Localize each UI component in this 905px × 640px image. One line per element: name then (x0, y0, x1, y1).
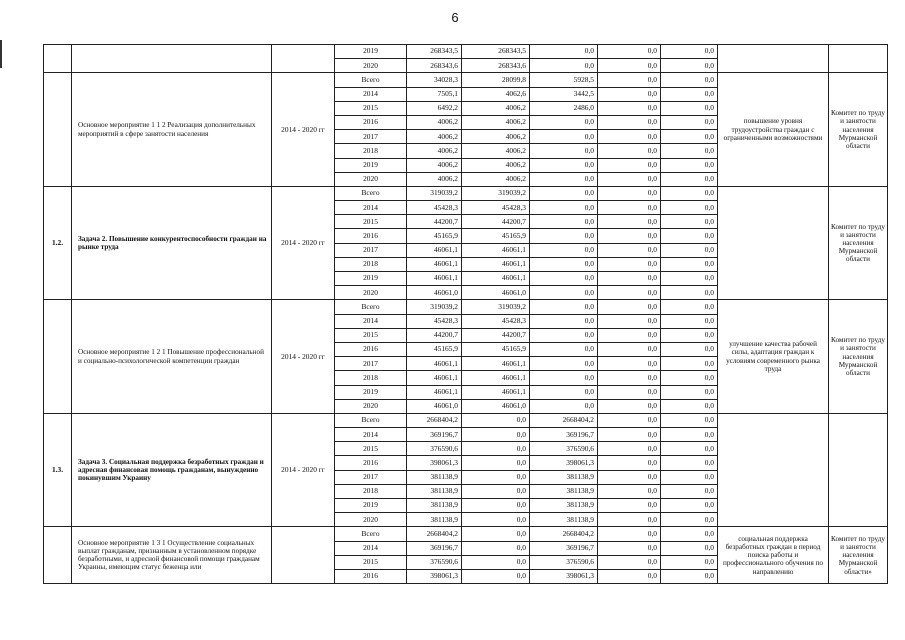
amount-cell: 45428,3 (407, 314, 462, 328)
item-goal: повышение уровня трудоустройства граждан с ограниченными возможностями (718, 73, 829, 187)
year-cell: 2017 (335, 130, 407, 144)
amount-cell: 0,0 (661, 158, 718, 172)
amount-cell: 398061,3 (407, 456, 462, 470)
amount-cell: 0,0 (530, 215, 598, 229)
item-number (44, 300, 72, 414)
amount-cell: 376590,6 (407, 442, 462, 456)
amount-cell: 0,0 (598, 442, 661, 456)
amount-cell: 0,0 (530, 144, 598, 158)
amount-cell: 0,0 (661, 59, 718, 73)
amount-cell: 376590,6 (530, 555, 598, 569)
amount-cell: 0,0 (598, 286, 661, 300)
amount-cell: 369196,7 (407, 428, 462, 442)
amount-cell: 0,0 (598, 456, 661, 470)
amount-cell: 0,0 (530, 286, 598, 300)
year-cell: 2017 (335, 357, 407, 371)
amount-cell: 0,0 (661, 470, 718, 484)
amount-cell: 381138,9 (530, 470, 598, 484)
amount-cell: 0,0 (598, 300, 661, 314)
amount-cell: 369196,7 (530, 541, 598, 555)
year-cell: Всего (335, 73, 407, 87)
amount-cell: 46061,1 (407, 371, 462, 385)
year-cell: 2014 (335, 428, 407, 442)
item-executor: Комитет по труду и занятости населения Мурманской области (829, 300, 888, 414)
year-cell: 2019 (335, 158, 407, 172)
year-cell: 2019 (335, 272, 407, 286)
item-executor: Комитет по труду и занятости населения Мурманской области» (829, 527, 888, 584)
amount-cell: 0,0 (598, 101, 661, 115)
amount-cell: 0,0 (462, 442, 530, 456)
amount-cell: 6492,2 (407, 101, 462, 115)
amount-cell: 0,0 (598, 272, 661, 286)
amount-cell: 0,0 (661, 130, 718, 144)
amount-cell: 0,0 (661, 541, 718, 555)
amount-cell: 268343,6 (462, 59, 530, 73)
year-cell: 2017 (335, 243, 407, 257)
amount-cell: 46061,1 (407, 243, 462, 257)
amount-cell: 0,0 (462, 484, 530, 498)
amount-cell: 44200,7 (407, 215, 462, 229)
amount-cell: 0,0 (598, 73, 661, 87)
amount-cell: 0,0 (661, 456, 718, 470)
amount-cell: 0,0 (462, 555, 530, 569)
year-cell: 2018 (335, 144, 407, 158)
amount-cell: 268343,5 (462, 45, 530, 59)
amount-cell: 4006,2 (407, 130, 462, 144)
amount-cell: 0,0 (598, 172, 661, 186)
table-row (44, 527, 888, 541)
amount-cell: 4006,2 (462, 172, 530, 186)
item-number (44, 527, 72, 584)
amount-cell: 0,0 (661, 229, 718, 243)
amount-cell: 46061,1 (462, 243, 530, 257)
amount-cell: 0,0 (661, 555, 718, 569)
amount-cell: 0,0 (530, 59, 598, 73)
amount-cell: 0,0 (598, 243, 661, 257)
amount-cell: 5928,5 (530, 73, 598, 87)
amount-cell: 0,0 (661, 342, 718, 356)
amount-cell: 2668404,2 (407, 527, 462, 541)
table-row (44, 73, 888, 87)
item-name: Задача 3. Социальная поддержка безработных граждан и адресная финансовая помощь гражданам, вынужденно покинувшим Украину (72, 413, 272, 527)
amount-cell: 0,0 (661, 484, 718, 498)
amount-cell: 0,0 (598, 130, 661, 144)
amount-cell: 376590,6 (530, 442, 598, 456)
year-cell: Всего (335, 413, 407, 427)
amount-cell: 381138,9 (407, 499, 462, 513)
amount-cell: 0,0 (661, 243, 718, 257)
amount-cell: 45428,3 (462, 314, 530, 328)
amount-cell: 2486,0 (530, 101, 598, 115)
amount-cell: 381138,9 (407, 513, 462, 527)
item-goal (718, 45, 829, 73)
amount-cell: 376590,6 (407, 555, 462, 569)
amount-cell: 0,0 (661, 428, 718, 442)
item-goal (718, 186, 829, 300)
amount-cell: 0,0 (661, 371, 718, 385)
item-goal: социальная поддержка безработных граждан в период поиска работы и профессионального обучения по направлению (718, 527, 829, 584)
amount-cell: 4006,2 (462, 130, 530, 144)
amount-cell: 319039,2 (462, 300, 530, 314)
year-cell: 2019 (335, 385, 407, 399)
year-cell: 2016 (335, 456, 407, 470)
amount-cell: 0,0 (598, 229, 661, 243)
year-cell: 2016 (335, 342, 407, 356)
table-row (44, 413, 888, 427)
amount-cell: 0,0 (598, 484, 661, 498)
amount-cell: 0,0 (598, 45, 661, 59)
amount-cell: 34028,3 (407, 73, 462, 87)
amount-cell: 0,0 (530, 314, 598, 328)
amount-cell: 0,0 (530, 115, 598, 129)
item-period: 2014 - 2020 гг (272, 186, 335, 300)
amount-cell: 0,0 (598, 314, 661, 328)
amount-cell: 268343,6 (407, 59, 462, 73)
amount-cell: 0,0 (530, 342, 598, 356)
amount-cell: 0,0 (661, 87, 718, 101)
amount-cell: 45165,9 (407, 342, 462, 356)
amount-cell: 0,0 (598, 428, 661, 442)
amount-cell: 0,0 (661, 357, 718, 371)
amount-cell: 4006,2 (462, 115, 530, 129)
amount-cell: 0,0 (661, 499, 718, 513)
year-cell: Всего (335, 186, 407, 200)
amount-cell: 46061,1 (407, 385, 462, 399)
amount-cell: 0,0 (530, 229, 598, 243)
amount-cell: 0,0 (598, 555, 661, 569)
year-cell: 2020 (335, 513, 407, 527)
year-cell: 2018 (335, 371, 407, 385)
amount-cell: 398061,3 (530, 456, 598, 470)
year-cell: 2020 (335, 172, 407, 186)
amount-cell: 0,0 (598, 215, 661, 229)
item-period: 2014 - 2020 гг (272, 300, 335, 414)
amount-cell: 0,0 (598, 470, 661, 484)
amount-cell: 0,0 (598, 399, 661, 413)
amount-cell: 46061,0 (407, 399, 462, 413)
amount-cell: 0,0 (661, 272, 718, 286)
year-cell: 2014 (335, 201, 407, 215)
amount-cell: 45428,3 (407, 201, 462, 215)
amount-cell: 0,0 (530, 158, 598, 172)
amount-cell: 0,0 (462, 456, 530, 470)
amount-cell: 0,0 (661, 569, 718, 583)
amount-cell: 0,0 (661, 101, 718, 115)
amount-cell: 0,0 (598, 569, 661, 583)
amount-cell: 0,0 (661, 314, 718, 328)
year-cell: 2016 (335, 115, 407, 129)
amount-cell: 0,0 (530, 186, 598, 200)
amount-cell: 0,0 (598, 342, 661, 356)
amount-cell: 0,0 (598, 513, 661, 527)
year-cell: 2020 (335, 399, 407, 413)
amount-cell: 46061,1 (462, 371, 530, 385)
amount-cell: 0,0 (661, 73, 718, 87)
year-cell: 2017 (335, 470, 407, 484)
amount-cell: 46061,0 (407, 286, 462, 300)
amount-cell: 0,0 (661, 286, 718, 300)
amount-cell: 3442,5 (530, 87, 598, 101)
table-row (44, 45, 888, 59)
amount-cell: 46061,0 (462, 399, 530, 413)
amount-cell: 4006,2 (407, 158, 462, 172)
item-executor: Комитет по труду и занятости населения Мурманской области (829, 186, 888, 300)
amount-cell: 0,0 (530, 45, 598, 59)
amount-cell: 0,0 (462, 513, 530, 527)
amount-cell: 369196,7 (530, 428, 598, 442)
amount-cell: 2668404,2 (530, 413, 598, 427)
amount-cell: 2668404,2 (530, 527, 598, 541)
amount-cell: 0,0 (598, 413, 661, 427)
year-cell: 2016 (335, 569, 407, 583)
amount-cell: 0,0 (530, 300, 598, 314)
item-period: 2014 - 2020 гг (272, 73, 335, 187)
year-cell: 2015 (335, 328, 407, 342)
amount-cell: 4062,6 (462, 87, 530, 101)
item-number (44, 73, 72, 187)
amount-cell: 381138,9 (407, 470, 462, 484)
amount-cell: 0,0 (661, 385, 718, 399)
amount-cell: 4006,2 (407, 172, 462, 186)
amount-cell: 0,0 (598, 158, 661, 172)
amount-cell: 0,0 (661, 45, 718, 59)
amount-cell: 46061,1 (407, 272, 462, 286)
amount-cell: 44200,7 (462, 215, 530, 229)
year-cell: 2015 (335, 101, 407, 115)
item-name: Основное мероприятие 1 2 1 Повышение профессиональной и социально-психологической компетенции граждан (72, 300, 272, 414)
amount-cell: 0,0 (598, 385, 661, 399)
year-cell: 2020 (335, 59, 407, 73)
amount-cell: 0,0 (530, 272, 598, 286)
item-period: 2014 - 2020 гг (272, 413, 335, 527)
year-cell: 2016 (335, 229, 407, 243)
item-goal (718, 413, 829, 527)
amount-cell: 46061,1 (462, 257, 530, 271)
amount-cell: 0,0 (661, 328, 718, 342)
item-name: Основное мероприятие 1 1 2 Реализация дополнительных мероприятий в сфере занятости населения (72, 73, 272, 187)
amount-cell: 369196,7 (407, 541, 462, 555)
table-row (44, 300, 888, 314)
year-cell: Всего (335, 300, 407, 314)
amount-cell: 0,0 (661, 442, 718, 456)
year-cell: 2015 (335, 442, 407, 456)
amount-cell: 4006,2 (462, 144, 530, 158)
page-edge-mark (0, 40, 2, 68)
amount-cell: 0,0 (598, 201, 661, 215)
amount-cell: 0,0 (462, 499, 530, 513)
item-executor (829, 413, 888, 527)
item-executor: Комитет по труду и занятости населения Мурманской области (829, 73, 888, 187)
amount-cell: 398061,3 (530, 569, 598, 583)
amount-cell: 319039,2 (407, 186, 462, 200)
amount-cell: 7505,1 (407, 87, 462, 101)
amount-cell: 45165,9 (462, 229, 530, 243)
item-executor (829, 45, 888, 73)
amount-cell: 0,0 (661, 215, 718, 229)
item-number (44, 45, 72, 73)
amount-cell: 0,0 (661, 186, 718, 200)
amount-cell: 45165,9 (462, 342, 530, 356)
amount-cell: 0,0 (462, 470, 530, 484)
year-cell: 2020 (335, 286, 407, 300)
amount-cell: 0,0 (598, 527, 661, 541)
item-period (272, 527, 335, 584)
amount-cell: 381138,9 (530, 499, 598, 513)
page-number: 6 (451, 10, 459, 25)
amount-cell: 0,0 (462, 428, 530, 442)
amount-cell: 2668404,2 (407, 413, 462, 427)
table-row (44, 186, 888, 200)
item-number: 1.3. (44, 413, 72, 527)
budget-table (43, 44, 888, 584)
amount-cell: 0,0 (462, 413, 530, 427)
amount-cell: 0,0 (661, 115, 718, 129)
amount-cell: 45165,9 (407, 229, 462, 243)
year-cell: 2018 (335, 257, 407, 271)
amount-cell: 319039,2 (407, 300, 462, 314)
year-cell: Всего (335, 527, 407, 541)
item-period (272, 45, 335, 73)
amount-cell: 0,0 (530, 243, 598, 257)
amount-cell: 0,0 (462, 527, 530, 541)
amount-cell: 46061,0 (462, 286, 530, 300)
amount-cell: 0,0 (530, 399, 598, 413)
amount-cell: 381138,9 (530, 484, 598, 498)
amount-cell: 4006,2 (462, 158, 530, 172)
year-cell: 2015 (335, 215, 407, 229)
year-cell: 2015 (335, 555, 407, 569)
year-cell: 2018 (335, 484, 407, 498)
amount-cell: 0,0 (598, 328, 661, 342)
item-goal: улучшение качества рабочей силы, адаптация граждан к условиям современного рынка труда (718, 300, 829, 414)
year-cell: 2019 (335, 45, 407, 59)
amount-cell: 46061,1 (407, 257, 462, 271)
amount-cell: 0,0 (598, 541, 661, 555)
amount-cell: 0,0 (661, 201, 718, 215)
amount-cell: 0,0 (530, 385, 598, 399)
amount-cell: 398061,3 (407, 569, 462, 583)
amount-cell: 0,0 (598, 59, 661, 73)
amount-cell: 46061,1 (462, 272, 530, 286)
amount-cell: 0,0 (530, 130, 598, 144)
amount-cell: 4006,2 (462, 101, 530, 115)
amount-cell: 46061,1 (462, 385, 530, 399)
amount-cell: 381138,9 (530, 513, 598, 527)
amount-cell: 0,0 (598, 499, 661, 513)
amount-cell: 0,0 (598, 186, 661, 200)
item-name: Основное мероприятие 1 3 1 Осуществление социальных выплат гражданам, признанным в установленном порядке безработными, и адресной финансовой помощи гражданам Украины, имеющим статус беженца или (72, 527, 272, 584)
year-cell: 2014 (335, 87, 407, 101)
amount-cell: 0,0 (661, 413, 718, 427)
amount-cell: 0,0 (661, 144, 718, 158)
item-name (72, 45, 272, 73)
amount-cell: 0,0 (661, 257, 718, 271)
amount-cell: 0,0 (530, 357, 598, 371)
amount-cell: 44200,7 (462, 328, 530, 342)
amount-cell: 0,0 (598, 371, 661, 385)
year-cell: 2014 (335, 541, 407, 555)
amount-cell: 0,0 (462, 541, 530, 555)
amount-cell: 45428,3 (462, 201, 530, 215)
amount-cell: 0,0 (661, 399, 718, 413)
amount-cell: 44200,7 (407, 328, 462, 342)
amount-cell: 4006,2 (407, 115, 462, 129)
amount-cell: 0,0 (598, 87, 661, 101)
amount-cell: 0,0 (530, 172, 598, 186)
amount-cell: 268343,5 (407, 45, 462, 59)
amount-cell: 28099,8 (462, 73, 530, 87)
amount-cell: 0,0 (661, 172, 718, 186)
amount-cell: 0,0 (598, 144, 661, 158)
amount-cell: 0,0 (598, 257, 661, 271)
amount-cell: 0,0 (661, 300, 718, 314)
amount-cell: 0,0 (462, 569, 530, 583)
amount-cell: 319039,2 (462, 186, 530, 200)
amount-cell: 0,0 (530, 328, 598, 342)
amount-cell: 0,0 (661, 527, 718, 541)
amount-cell: 381138,9 (407, 484, 462, 498)
item-number: 1.2. (44, 186, 72, 300)
amount-cell: 0,0 (530, 371, 598, 385)
amount-cell: 0,0 (530, 201, 598, 215)
amount-cell: 46061,1 (407, 357, 462, 371)
amount-cell: 4006,2 (407, 144, 462, 158)
year-cell: 2019 (335, 499, 407, 513)
amount-cell: 46061,1 (462, 357, 530, 371)
year-cell: 2014 (335, 314, 407, 328)
item-name: Задача 2. Повышение конкурентоспособности граждан на рынке труда (72, 186, 272, 300)
amount-cell: 0,0 (661, 513, 718, 527)
amount-cell: 0,0 (530, 257, 598, 271)
amount-cell: 0,0 (598, 357, 661, 371)
amount-cell: 0,0 (598, 115, 661, 129)
